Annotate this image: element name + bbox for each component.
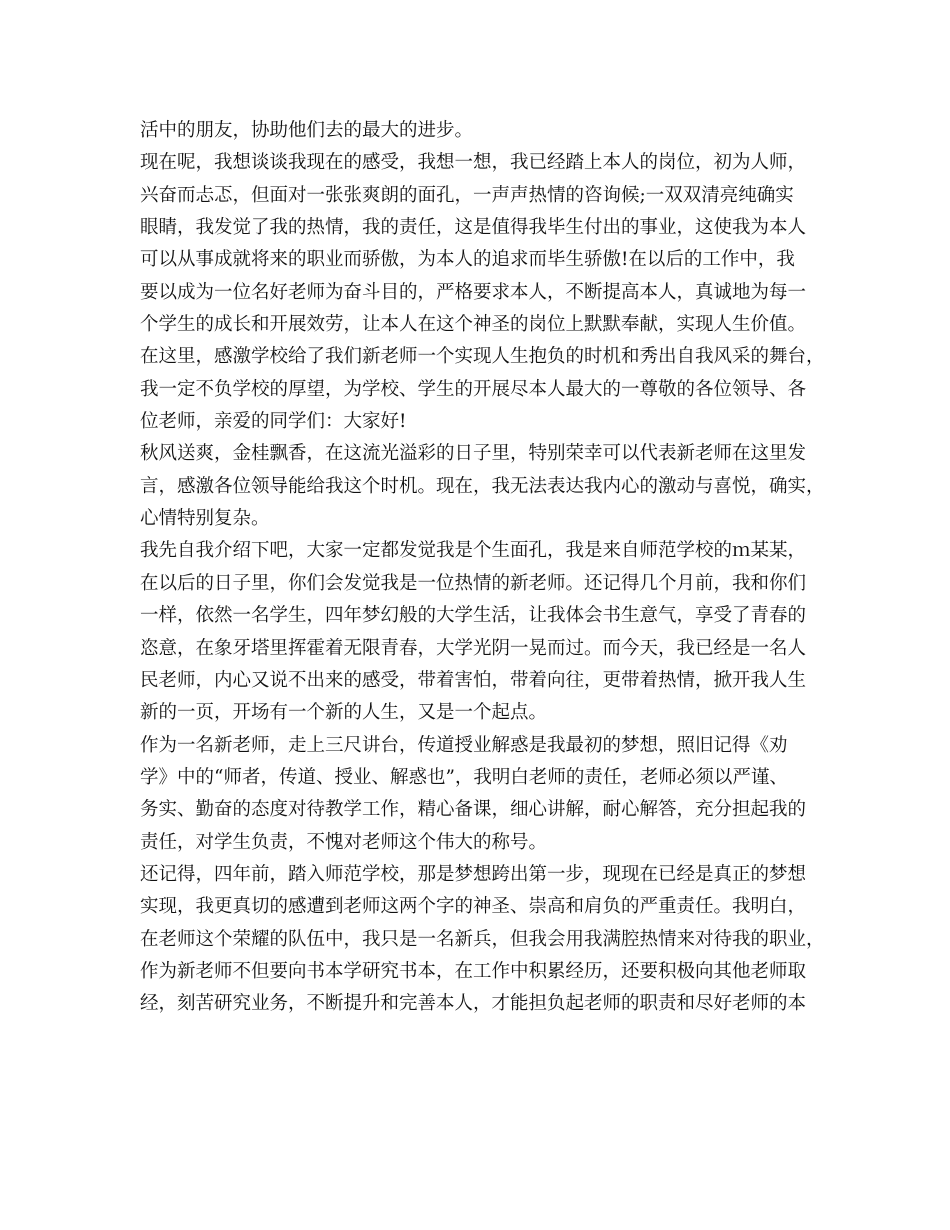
text-line: 经，刻苦研究业务，不断提升和完善本人，才能担负起老师的职责和尽好老师的本 (140, 993, 807, 1015)
text-line: 作为新老师不但要向书本学研究书本，在工作中积累经历，还要积极向其他老师取 (140, 960, 807, 982)
text-line: 作为一名新老师，走上三尺讲台，传道授业解惑是我最初的梦想，照旧记得《劝 (140, 734, 788, 756)
text-line: 现在呢，我想谈谈我现在的感受，我想一想，我已经踏上本人的岗位，初为人师， (140, 152, 807, 174)
text-line: 实现，我更真切的感遭到老师这两个字的神圣、崇高和肩负的严重责任。我明白， (140, 896, 807, 918)
text-line: 个学生的成长和开展效劳，让本人在这个神圣的岗位上默默奉献，实现人生价值。 (140, 314, 807, 336)
body-text (140, 115, 830, 1021)
text-line: 秋风送爽，金桂飘香，在这流光溢彩的日子里，特别荣幸可以代表新老师在这里发 (140, 443, 807, 465)
text-line: 要以成为一位名好老师为奋斗目的，严格要求本人，不断提高本人，真诚地为每一 (140, 281, 807, 303)
text-line: 言，感激各位领导能给我这个时机。现在，我无法表达我内心的激动与喜悦，确实， (140, 475, 825, 497)
text-line: 还记得，四年前，踏入师范学校，那是梦想跨出第一步，现现在已经是真正的梦想 (140, 863, 807, 885)
text-line: 兴奋而忐忑，但面对一张张爽朗的面孔，一声声热情的咨询候;一双双清亮纯确实 (140, 184, 794, 206)
text-line: 在以后的日子里，你们会发觉我是一位热情的新老师。还记得几个月前，我和你们 (140, 572, 807, 594)
text-line: 心情特别复杂。 (140, 508, 270, 530)
text-line: 我一定不负学校的厚望，为学校、学生的开展尽本人最大的一尊敬的各位领导、各 (140, 378, 807, 400)
text-line: 学》中的“师者，传道、授业、解惑也”，我明白老师的责任，老师必须以严谨、 (140, 766, 788, 788)
text-line: 可以从事成就将来的职业而骄傲，为本人的追求而毕生骄傲!在以后的工作中，我 (140, 249, 795, 271)
text-line: 活中的朋友，协助他们去的最大的进步。 (140, 120, 474, 141)
text-line: 民老师，内心又说不出来的感受，带着害怕，带着向往，更带着热情，掀开我人生 (140, 669, 807, 691)
text-line: 恣意，在象牙塔里挥霍着无限青春，大学光阴一晃而过。而今天，我已经是一名人 (140, 637, 807, 659)
text-line: 一样，依然一名学生，四年梦幻般的大学生活，让我体会书生意气，享受了青春的 (140, 605, 807, 627)
text-line: 眼睛，我发觉了我的热情，我的责任，这是值得我毕生付出的事业，这使我为本人 (140, 217, 807, 239)
text-line: 新的一页，开场有一个新的人生，又是一个起点。 (140, 702, 548, 724)
text-line: 在老师这个荣耀的队伍中，我只是一名新兵，但我会用我满腔热情来对待我的职业， (140, 928, 825, 950)
text-line: 在这里，感激学校给了我们新老师一个实现人生抱负的时机和秀出自我风采的舞台， (140, 346, 825, 368)
text-line: 责任，对学生负责，不愧对老师这个伟大的称号。 (140, 831, 548, 853)
text-line: 位老师，亲爱的同学们：大家好! (140, 411, 407, 433)
text-line: 我先自我介绍下吧，大家一定都发觉我是个生面孔，我是来自师范学校的ｍ某某， (140, 540, 807, 562)
text-line: 务实、勤奋的态度对待教学工作，精心备课，细心讲解，耐心解答，充分担起我的 (140, 799, 807, 821)
